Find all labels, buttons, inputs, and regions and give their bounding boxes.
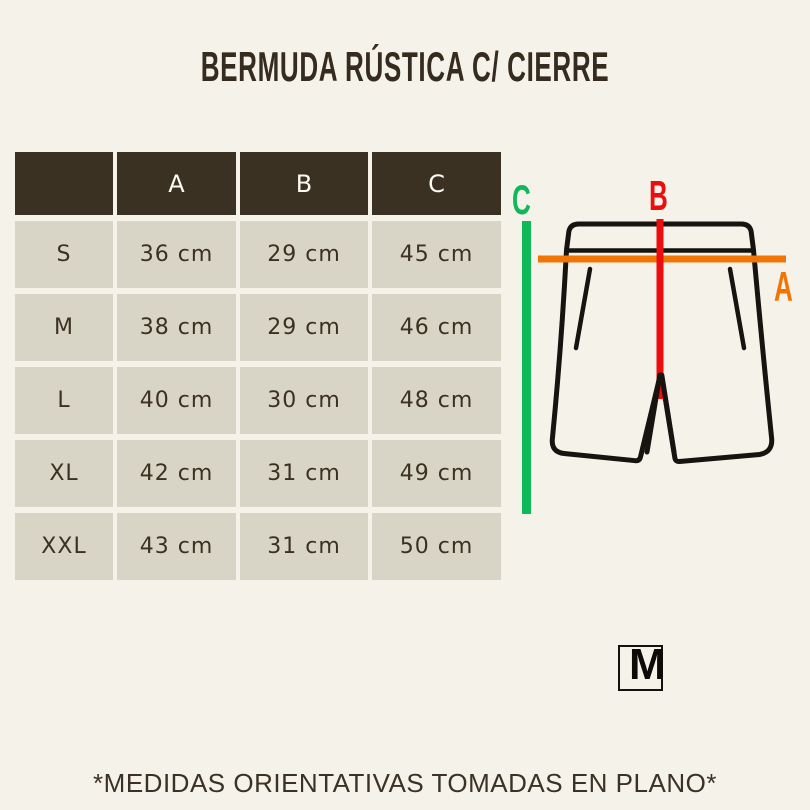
size-label: XXL [15, 513, 113, 580]
measure-value: 42 cm [117, 440, 236, 507]
pocket-left-line [576, 269, 590, 348]
measure-value: 46 cm [372, 294, 501, 361]
measure-value: 29 cm [240, 294, 368, 361]
measure-value: 45 cm [372, 221, 501, 288]
measure-value: 31 cm [240, 513, 368, 580]
table-header-c: C [372, 152, 501, 215]
size-label: S [15, 221, 113, 288]
size-label: L [15, 367, 113, 434]
brand-logo [618, 640, 666, 691]
size-label: M [15, 294, 113, 361]
diagram-label-b: B [649, 172, 668, 219]
measure-value: 38 cm [117, 294, 236, 361]
table-header-b: B [240, 152, 368, 215]
measure-value: 31 cm [240, 440, 368, 507]
brand-logo-letter: M [629, 640, 666, 689]
measure-value: 48 cm [372, 367, 501, 434]
footnote-text: *MEDIDAS ORIENTATIVAS TOMADAS EN PLANO* [93, 768, 717, 798]
page-title: BERMUDA RÚSTICA C/ CIERRE [200, 43, 610, 90]
measure-value: 49 cm [372, 440, 501, 507]
measure-value: 30 cm [240, 367, 368, 434]
measure-value: 40 cm [117, 367, 236, 434]
pocket-right-line [730, 269, 744, 348]
table-header-a: A [117, 152, 236, 215]
measure-value: 43 cm [117, 513, 236, 580]
measure-value: 50 cm [372, 513, 501, 580]
measure-value: 29 cm [240, 221, 368, 288]
diagram-label-a: A [774, 263, 793, 310]
size-label: XL [15, 440, 113, 507]
measure-value: 36 cm [117, 221, 236, 288]
diagram-label-c: C [512, 176, 531, 223]
